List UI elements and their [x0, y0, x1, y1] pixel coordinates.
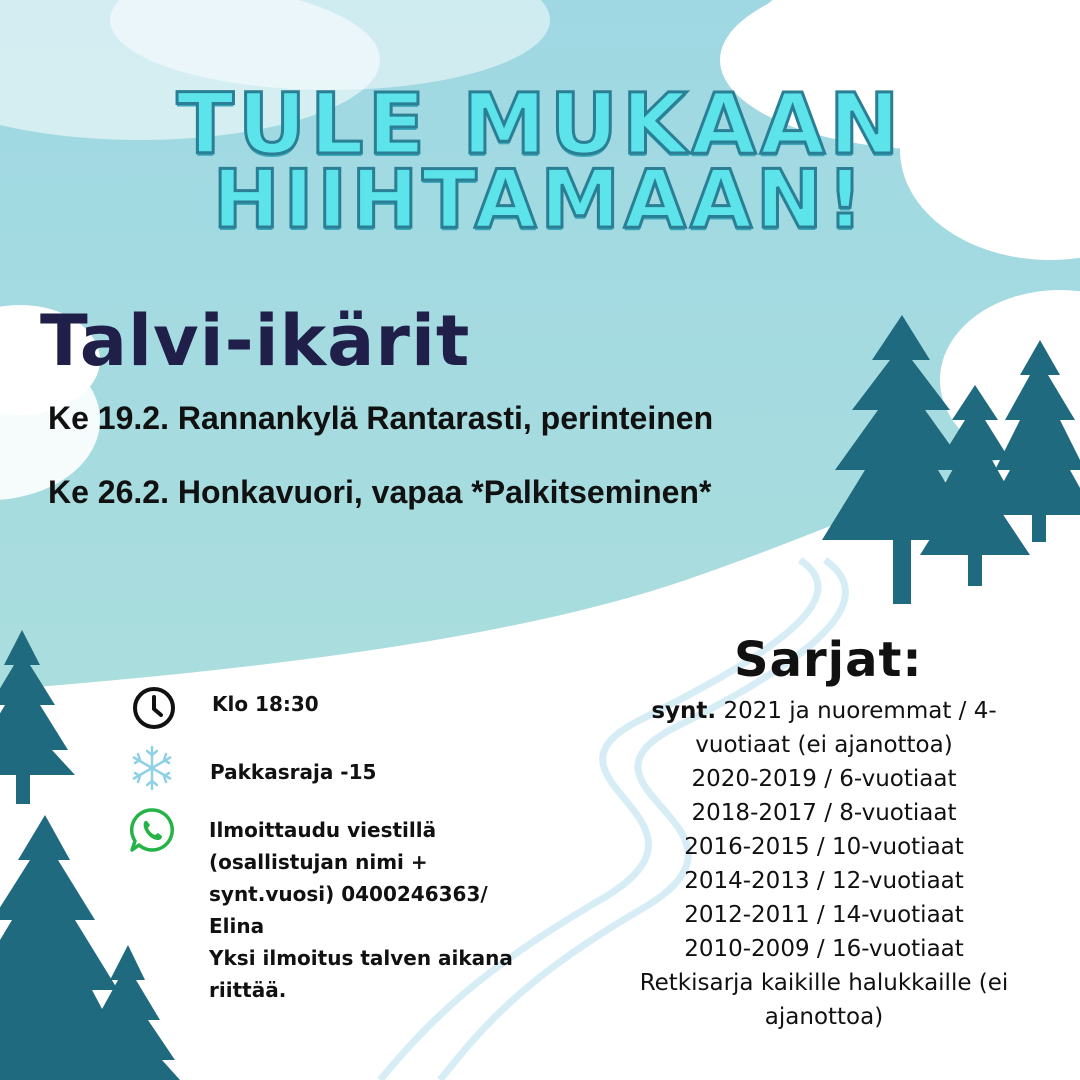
registration-line: synt.vuosi) 0400246363/ — [209, 882, 488, 906]
series-title: Sarjat: — [734, 632, 923, 688]
series-line: ajanottoa) — [764, 1004, 884, 1030]
series-line: 2018-2017 / 8-vuotiaat — [691, 800, 957, 826]
tree — [0, 630, 75, 804]
series-line — [600, 694, 1048, 728]
series-line: 2014-2013 / 12-vuotiaat — [684, 868, 964, 894]
series-line: 2012-2011 / 14-vuotiaat — [684, 902, 964, 928]
frost-limit: Pakkasraja -15 — [210, 760, 377, 784]
series-list — [600, 694, 1048, 1034]
series-line: 2010-2009 / 16-vuotiaat — [684, 936, 964, 962]
tree — [985, 340, 1080, 542]
snowflake-icon — [128, 744, 176, 792]
registration-info — [209, 814, 589, 1006]
start-time: Klo 18:30 — [212, 692, 319, 716]
whatsapp-icon — [128, 806, 176, 854]
headline-line-2: HIIHTAMAAN! — [212, 153, 868, 246]
headline-line-1: TULE MUKAAN — [176, 75, 904, 173]
series-line: vuotiaat (ei ajanottoa) — [695, 732, 953, 758]
event-series-title: Talvi-ikärit — [40, 300, 471, 382]
event-date-2: Ke 26.2. Honkavuori, vapaa *Palkitseminen* — [48, 474, 712, 510]
series-line: 2016-2015 / 10-vuotiaat — [684, 834, 964, 860]
series-line: 2020-2019 / 6-vuotiaat — [691, 766, 957, 792]
series-first-text: 2021 ja nuoremmat / 4- — [716, 698, 997, 724]
registration-line: (osallistujan nimi + — [209, 850, 428, 874]
registration-line: Yksi ilmoitus talven aikana — [209, 946, 513, 970]
series-prefix: synt. — [651, 698, 717, 724]
registration-line: Ilmoittaudu viestillä — [209, 818, 437, 842]
registration-line: riittää. — [209, 978, 287, 1002]
clock-icon — [130, 684, 178, 732]
event-date-1: Ke 19.2. Rannankylä Rantarasti, perinteinen — [48, 400, 714, 436]
registration-line: Elina — [209, 914, 265, 938]
series-line: Retkisarja kaikille halukkaille (ei — [639, 970, 1009, 996]
